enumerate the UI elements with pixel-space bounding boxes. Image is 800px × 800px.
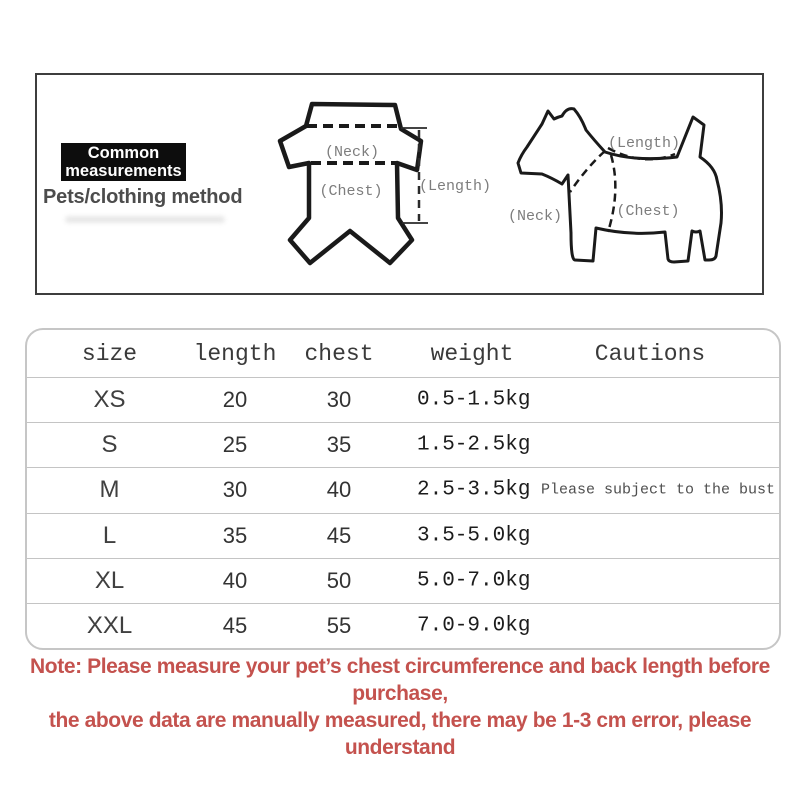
col-header-weight: weight [430, 340, 514, 367]
dog-neck-dash-line [570, 151, 605, 192]
dog-diagram-icon [495, 85, 770, 290]
purchase-note-line2: the above data are manually measured, there may be 1-3 cm error, please understand [48, 709, 752, 759]
table-row [27, 422, 779, 467]
purchase-note [0, 653, 800, 761]
table-row [27, 603, 779, 648]
weight-value: 3.5-5.0kg [417, 524, 531, 548]
chest-value: 50 [326, 567, 352, 593]
chest-value: 30 [326, 387, 352, 413]
dog-chest-label: (Chest) [616, 203, 680, 220]
table-row [27, 558, 779, 603]
measurement-diagram-panel [35, 73, 764, 295]
col-header-length: length [193, 340, 277, 367]
size-value: XXL [86, 611, 133, 639]
dog-neck-label: (Neck) [507, 208, 563, 225]
weight-value: 2.5-3.5kg [417, 478, 531, 502]
size-value: S [101, 431, 118, 459]
col-header-chest: chest [304, 340, 374, 367]
dog-length-label: (Length) [607, 135, 681, 152]
size-value: M [99, 476, 120, 504]
caution-value: Please subject to the bust [541, 481, 776, 499]
chest-value: 35 [326, 432, 352, 458]
col-header-size: size [81, 340, 138, 367]
faded-text-smudge [65, 216, 225, 223]
garment-length-label: (Length) [418, 178, 492, 195]
chest-value: 40 [326, 477, 352, 503]
length-value: 30 [222, 477, 248, 503]
length-value: 35 [222, 522, 248, 548]
length-value: 40 [222, 567, 248, 593]
table-row [27, 467, 779, 512]
table-row [27, 377, 779, 422]
dog-outline [518, 109, 722, 262]
garment-chest-label: (Chest) [319, 183, 383, 200]
badge-line1: Common [87, 144, 160, 162]
table-row [27, 513, 779, 558]
size-table [25, 328, 781, 650]
chest-value: 45 [326, 522, 352, 548]
weight-value: 5.0-7.0kg [417, 569, 531, 593]
purchase-note-line1: Note: Please measure your pet’s chest circumference and back length before purchase, [30, 655, 770, 705]
size-value: XS [93, 386, 126, 414]
table-header-row [27, 330, 779, 377]
chest-value: 55 [326, 612, 352, 638]
weight-value: 7.0-9.0kg [417, 614, 531, 638]
length-value: 20 [222, 387, 248, 413]
size-value: XL [94, 566, 125, 594]
dog-chest-dash-line [608, 155, 615, 232]
size-value: L [102, 521, 117, 549]
garment-diagram-icon [265, 88, 515, 287]
badge-line2: measurements [65, 162, 182, 180]
weight-value: 1.5-2.5kg [417, 433, 531, 457]
length-value: 25 [222, 432, 248, 458]
length-value: 45 [222, 612, 248, 638]
col-header-cautions: Cautions [594, 340, 706, 367]
garment-neck-label: (Neck) [324, 144, 380, 161]
common-measurements-badge [61, 143, 186, 181]
weight-value: 0.5-1.5kg [417, 388, 531, 412]
panel-subtitle: Pets/clothing method [43, 186, 243, 208]
